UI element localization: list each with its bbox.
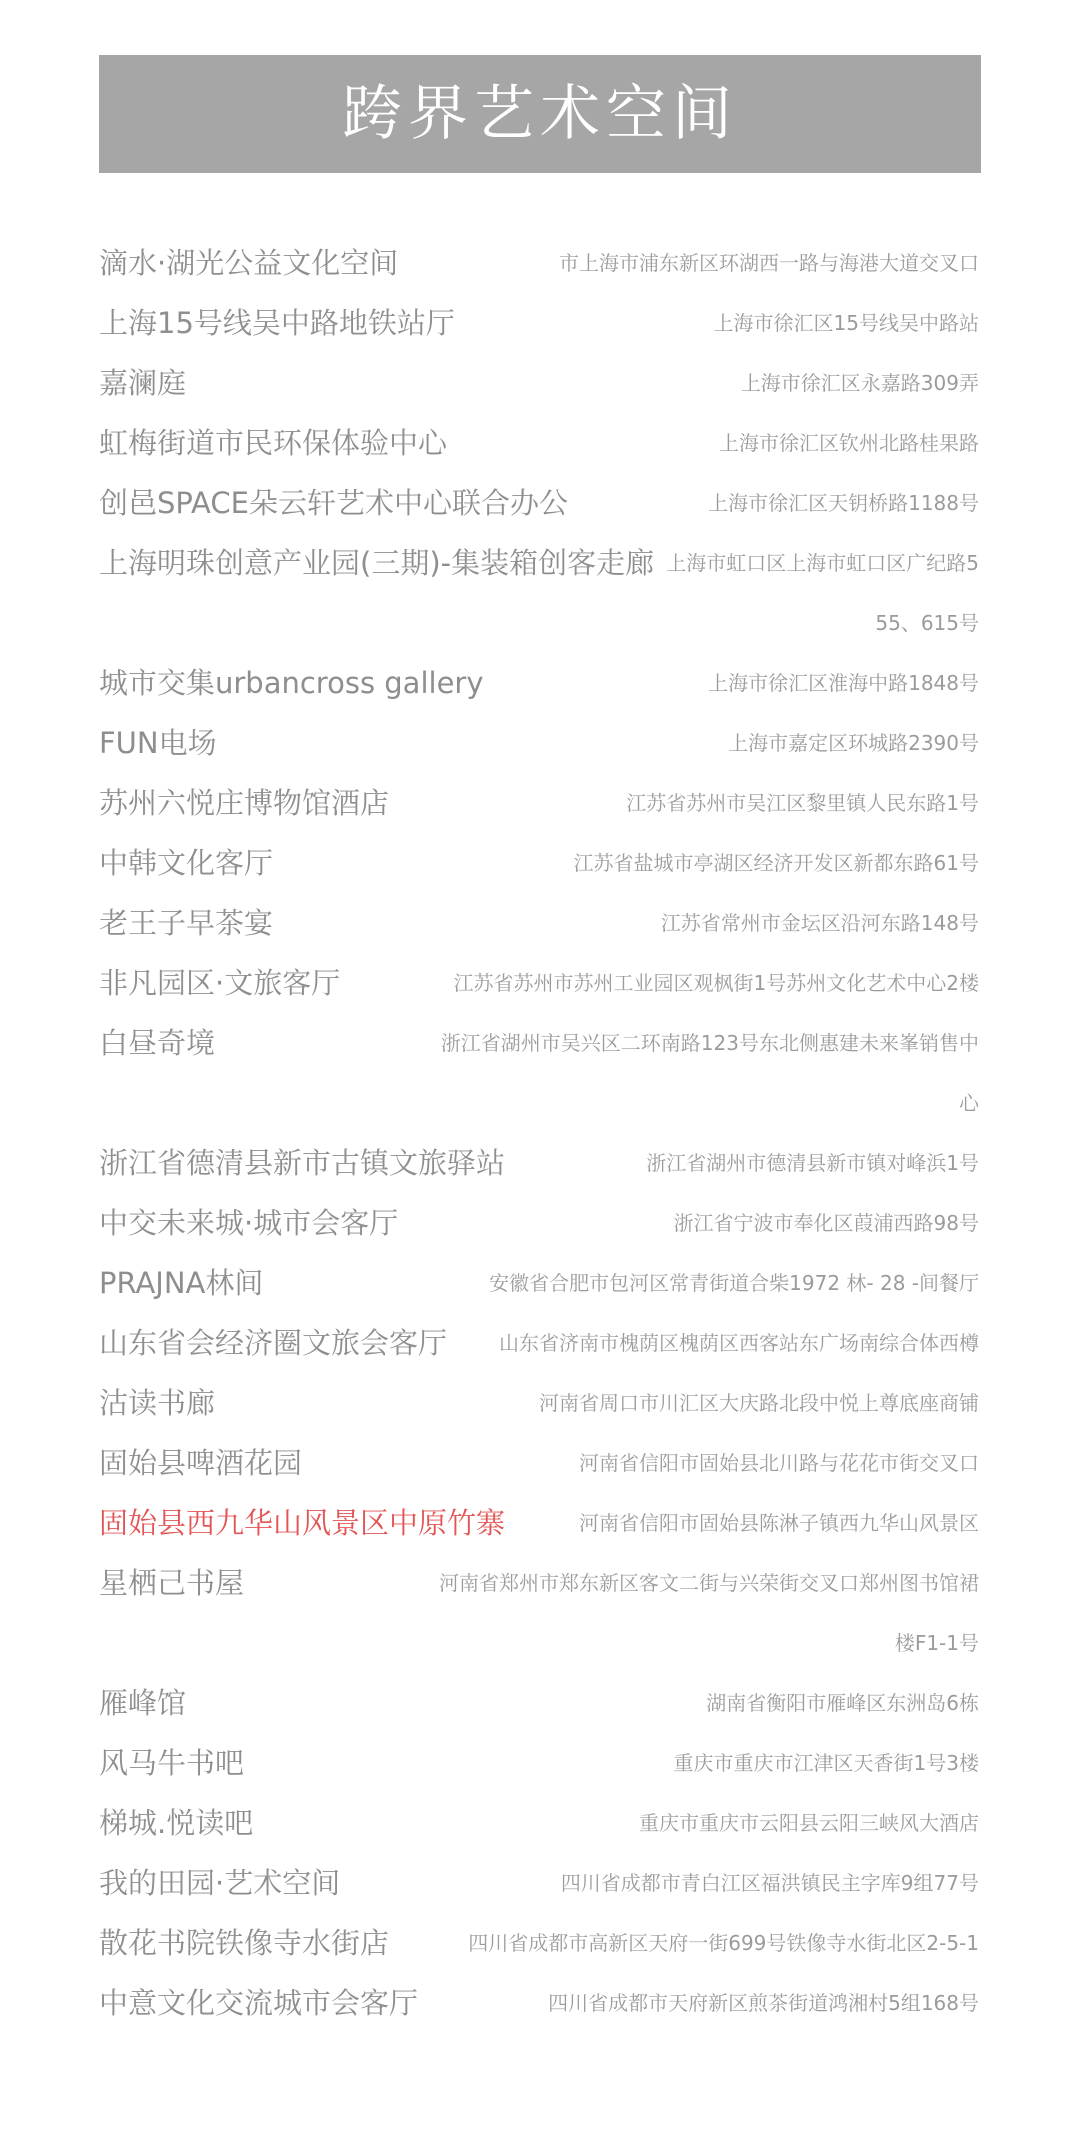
- venue-row: [99, 893, 979, 953]
- venue-address: 上海市虹口区上海市虹口区广纪路555、615号: [666, 551, 979, 635]
- venue-address: 四川省成都市高新区天府一街699号铁像寺水街北区2-5-1: [468, 1931, 979, 1955]
- venue-address: 浙江省宁波市奉化区葭浦西路98号: [673, 1211, 979, 1235]
- venue-row: [99, 533, 979, 653]
- venue-address: 上海市徐汇区钦州北路桂果路: [719, 431, 979, 455]
- venue-name: 嘉澜庭: [99, 366, 187, 400]
- venue-name: 老王子早茶宴: [99, 906, 274, 940]
- venue-address: 河南省郑州市郑东新区客文二街与兴荣街交叉口郑州图书馆裙楼F1-1号: [439, 1571, 979, 1655]
- venue-row: [99, 413, 979, 473]
- venue-row: [99, 1313, 979, 1373]
- venue-address: 上海市嘉定区环城路2390号: [728, 731, 979, 755]
- venue-name: 白昼奇境: [99, 1026, 216, 1060]
- venue-row: [99, 1013, 979, 1133]
- venue-name: 中韩文化客厅: [99, 846, 274, 880]
- venue-address: 重庆市重庆市云阳县云阳三峡风大酒店: [639, 1811, 979, 1835]
- venue-list: [99, 233, 979, 2033]
- venue-row: [99, 1973, 979, 2033]
- venue-name: 中意文化交流城市会客厅: [99, 1986, 419, 2020]
- venue-row: [99, 1253, 979, 1313]
- venue-row: [99, 1433, 979, 1493]
- venue-address: 上海市徐汇区淮海中路1848号: [708, 671, 979, 695]
- venue-address: 上海市徐汇区永嘉路309弄: [740, 371, 979, 395]
- venue-row: [99, 713, 979, 773]
- venue-address: 江苏省苏州市苏州工业园区观枫街1号苏州文化艺术中心2楼: [453, 971, 979, 995]
- venue-row: [99, 953, 979, 1013]
- venue-address: 上海市徐汇区天钥桥路1188号: [708, 491, 979, 515]
- venue-name: 雁峰馆: [99, 1686, 187, 1720]
- venue-address: 四川省成都市天府新区煎茶街道鸿湘村5组168号: [548, 1991, 979, 2015]
- venue-name: 苏州六悦庄博物馆酒店: [99, 786, 390, 820]
- venue-name: 非凡园区·文旅客厅: [99, 966, 341, 1000]
- venue-row: [99, 833, 979, 893]
- venue-address: 安徽省合肥市包河区常青街道合柴1972 林- 28 -间餐厅: [489, 1271, 979, 1295]
- venue-row: [99, 1193, 979, 1253]
- venue-row: [99, 233, 979, 293]
- venue-name: 我的田园·艺术空间: [99, 1866, 341, 1900]
- venue-name: 城市交集urbancross gallery: [99, 666, 484, 700]
- venue-row: [99, 1733, 979, 1793]
- venue-name: 山东省会经济圈文旅会客厅: [99, 1326, 448, 1360]
- venue-name: 浙江省德清县新市古镇文旅驿站: [99, 1146, 506, 1180]
- venue-address: 重庆市重庆市江津区天香街1号3楼: [673, 1751, 979, 1775]
- venue-address: 四川省成都市青白江区福洪镇民主字库9组77号: [560, 1871, 979, 1895]
- venue-address: 市上海市浦东新区环湖西一路与海港大道交叉口: [559, 251, 979, 275]
- venue-name: 虹梅街道市民环保体验中心: [99, 426, 448, 460]
- header-banner: [99, 55, 981, 173]
- page-title: 跨界艺术空间: [342, 79, 738, 149]
- venue-address: 山东省济南市槐荫区槐荫区西客站东广场南综合体西樽: [499, 1331, 979, 1355]
- venue-name: 创邑SPACE朵云轩艺术中心联合办公: [99, 486, 568, 520]
- venue-row: [99, 1373, 979, 1433]
- venue-name: 星栖己书屋: [99, 1566, 245, 1600]
- venue-address: 江苏省常州市金坛区沿河东路148号: [660, 911, 979, 935]
- venue-row: [99, 1793, 979, 1853]
- venue-row: [99, 773, 979, 833]
- venue-name: 上海15号线吴中路地铁站厅: [99, 306, 455, 340]
- venue-row: [99, 1553, 979, 1673]
- venue-name: 上海明珠创意产业园(三期)-集装箱创客走廊: [99, 546, 655, 580]
- venue-address: 河南省信阳市固始县陈淋子镇西九华山风景区: [579, 1511, 979, 1535]
- venue-row: [99, 1913, 979, 1973]
- venue-row: [99, 1673, 979, 1733]
- venue-address: 河南省周口市川汇区大庆路北段中悦上尊底座商铺: [539, 1391, 979, 1415]
- venue-address: 浙江省湖州市德清县新市镇对峰浜1号: [646, 1151, 979, 1175]
- venue-address: 河南省信阳市固始县北川路与花花市街交叉口: [579, 1451, 979, 1475]
- venue-name: 固始县西九华山风景区中原竹寨: [99, 1506, 506, 1540]
- venue-address: 江苏省苏州市吴江区黎里镇人民东路1号: [626, 791, 979, 815]
- venue-name: PRAJNA林间: [99, 1266, 264, 1300]
- venue-row: [99, 1853, 979, 1913]
- venue-name: 滴水·湖光公益文化空间: [99, 246, 399, 280]
- venue-address: 湖南省衡阳市雁峰区东洲岛6栋: [706, 1691, 979, 1715]
- venue-row: [99, 353, 979, 413]
- venue-row: [99, 293, 979, 353]
- venue-name: FUN电场: [99, 726, 217, 760]
- venue-name: 散花书院铁像寺水街店: [99, 1926, 390, 1960]
- venue-name: 固始县啤酒花园: [99, 1446, 303, 1480]
- venue-name: 梯城.悦读吧: [99, 1806, 254, 1840]
- venue-row: [99, 653, 979, 713]
- venue-row: [99, 1493, 979, 1553]
- venue-name: 风马牛书吧: [99, 1746, 245, 1780]
- venue-address: 浙江省湖州市吴兴区二环南路123号东北侧惠建未来峯销售中心: [440, 1031, 979, 1115]
- venue-address: 上海市徐汇区15号线吴中路站: [713, 311, 979, 335]
- venue-name: 沽读书廊: [99, 1386, 216, 1420]
- venue-row: [99, 473, 979, 533]
- venue-row: [99, 1133, 979, 1193]
- venue-name: 中交未来城·城市会客厅: [99, 1206, 399, 1240]
- venue-address: 江苏省盐城市亭湖区经济开发区新都东路61号: [573, 851, 979, 875]
